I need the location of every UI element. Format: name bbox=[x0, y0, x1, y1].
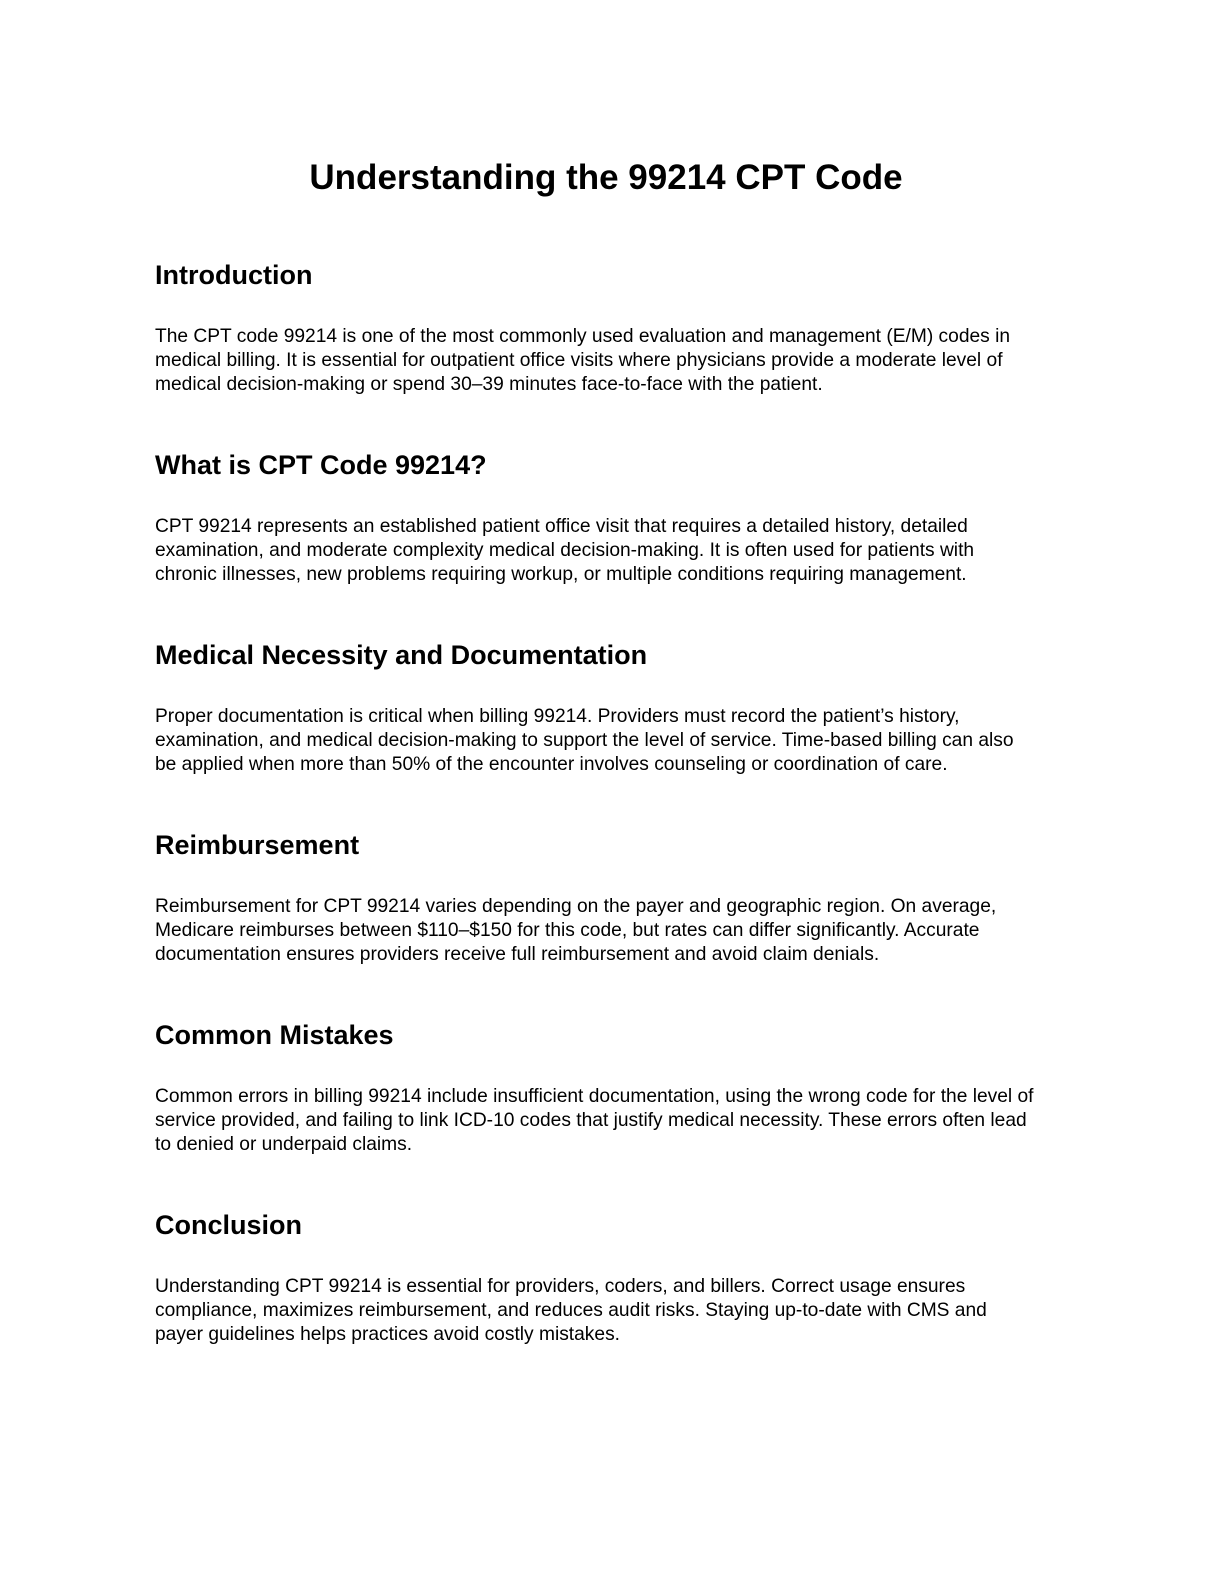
section-heading: What is CPT Code 99214? bbox=[155, 450, 487, 480]
section-what-is-cpt-code bbox=[155, 448, 1075, 587]
section-paragraph: CPT 99214 represents an established patient office visit that requires a detailed history, detailed examination, and moderate complexity medical decision-making. It is often used for patients with chronic illnesses, new problems requiring workup, or multiple conditions requiring management. bbox=[155, 516, 975, 585]
section-heading: Reimbursement bbox=[155, 830, 360, 860]
section-conclusion bbox=[155, 1208, 1075, 1347]
section-paragraph: The CPT code 99214 is one of the most commonly used evaluation and management (E/M) codes in medical billing. It is essential for outpatient office visits where physicians provide a moderate level of medical decision-making or spend 30–39 minutes face-to-face with the patient. bbox=[155, 326, 1011, 395]
section-paragraph: Common errors in billing 99214 include insufficient documentation, using the wrong code for the level of service provided, and failing to link ICD-10 codes that justify medical necessity. These errors often lead to denied or underpaid claims. bbox=[155, 1086, 1034, 1155]
section-heading: Common Mistakes bbox=[155, 1020, 394, 1050]
section-heading: Conclusion bbox=[155, 1210, 302, 1240]
section-introduction bbox=[155, 258, 1075, 397]
document-title: Understanding the 99214 CPT Code bbox=[309, 158, 903, 197]
section-reimbursement bbox=[155, 828, 1075, 967]
section-common-mistakes bbox=[155, 1018, 1075, 1157]
section-paragraph: Reimbursement for CPT 99214 varies depending on the payer and geographic region. On average, Medicare reimburses between $110–$150 for this code, but rates can differ significantly. Accurate documentation ensures providers receive full reimbursement and avoid claim denials. bbox=[155, 896, 997, 965]
section-medical-necessity bbox=[155, 638, 1075, 777]
section-paragraph: Proper documentation is critical when billing 99214. Providers must record the patient’s history, examination, and medical decision-making to support the level of service. Time-based billing can also be applied when more than 50% of the encounter involves counseling or coordination of care. bbox=[155, 706, 1014, 775]
section-heading: Medical Necessity and Documentation bbox=[155, 640, 648, 670]
section-paragraph: Understanding CPT 99214 is essential for providers, coders, and billers. Correct usage ensures compliance, maximizes reimbursement, and reduces audit risks. Staying up-to-date with CMS and payer guidelines helps practices avoid costly mistakes. bbox=[155, 1276, 987, 1345]
section-heading: Introduction bbox=[155, 260, 313, 290]
